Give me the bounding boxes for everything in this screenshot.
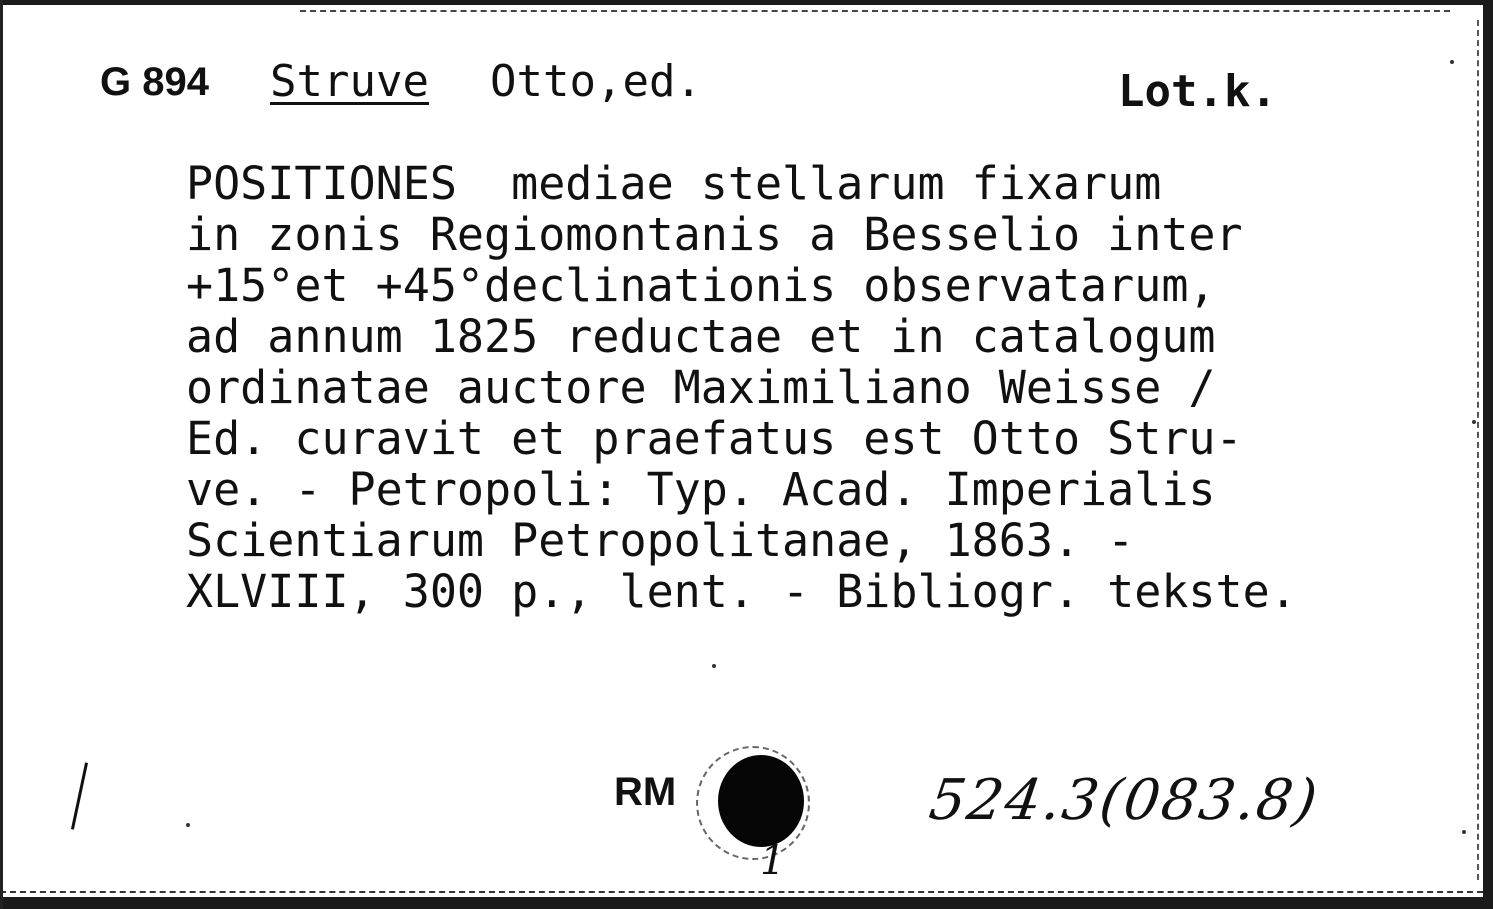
punch-hole (718, 755, 804, 847)
card-speck (1472, 420, 1476, 424)
description-line: ve. - Petropoli: Typ. Acad. Imperialis (186, 463, 1216, 516)
author-surname: Struve (270, 56, 429, 107)
description-line: POSITIONES mediae stellarum fixarum (186, 157, 1162, 210)
card-speck (1462, 830, 1466, 834)
handwritten-hole-number: 1 (760, 838, 786, 884)
card-right-dashed-line (1477, 20, 1479, 880)
description-line: in zonis Regiomontanis a Besselio inter (186, 208, 1243, 261)
description-line: XLVIII, 300 p., lent. - Bibliogr. tekste. (186, 565, 1297, 618)
shelf-location: Lot.k. (1118, 66, 1277, 117)
card-speck (1450, 60, 1454, 64)
bibliographic-description (186, 158, 1466, 617)
card-bottom-dashed-line (0, 891, 1493, 893)
rm-stamp: RM (614, 770, 677, 814)
description-line: Scientiarum Petropolitanae, 1863. - (186, 514, 1135, 567)
card-bottom-edge (0, 897, 1493, 909)
call-number: G 894 (100, 60, 209, 104)
handwritten-margin-mark (71, 762, 88, 829)
card-speck (712, 664, 716, 668)
card-right-edge (1483, 0, 1493, 909)
description-line: ordinatae auctore Maximiliano Weisse / (186, 361, 1216, 414)
description-line: ad annum 1825 reductae et in catalogum (186, 310, 1216, 363)
card-speck (186, 823, 190, 827)
card-top-edge (0, 0, 1493, 5)
description-line: Ed. curavit et praefatus est Otto Stru- (186, 412, 1243, 465)
card-left-edge (0, 0, 3, 909)
card-top-dashed-line (300, 10, 1450, 14)
author-given-name-role: Otto,ed. (490, 56, 702, 107)
description-line: +15°et +45°declinationis observatarum, (186, 259, 1216, 312)
handwritten-classification-number: 524.3(083.8) (925, 768, 1323, 833)
